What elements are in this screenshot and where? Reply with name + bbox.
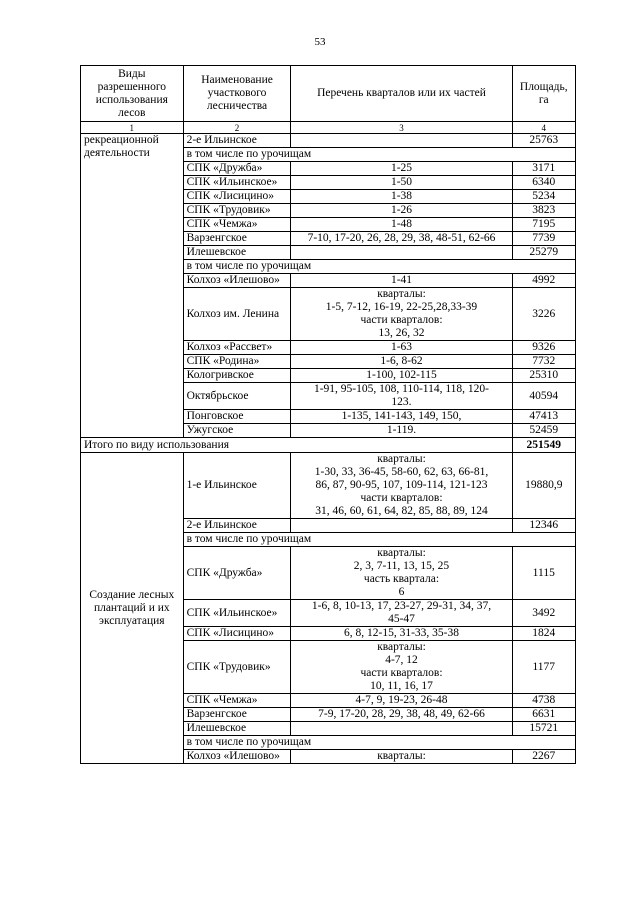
area-cell: 7195 [512, 218, 575, 232]
area-cell: 25310 [512, 369, 575, 383]
forestry-name-cell: Варзенгское [183, 232, 291, 246]
quarters-cell: 4-7, 9, 19-23, 26-48 [291, 694, 512, 708]
quarters-cell [291, 641, 512, 694]
area-cell: 25763 [512, 134, 575, 148]
forestry-name-cell: 2-е Ильинское [183, 134, 291, 148]
area-cell: 1177 [512, 641, 575, 694]
quarters-line: кварталы: [377, 288, 426, 300]
quarters-cell: 1-119. [291, 424, 512, 438]
quarters-cell [291, 246, 512, 260]
column-number: 4 [512, 122, 575, 134]
forest-use-table [80, 65, 576, 764]
table-row [81, 134, 576, 148]
forestry-name-cell: СПК «Трудовик» [183, 204, 291, 218]
area-cell: 7739 [512, 232, 575, 246]
forestry-name-cell: СПК «Ильинское» [183, 176, 291, 190]
quarters-line: 6 [398, 586, 405, 598]
forestry-name-cell: Илешевское [183, 246, 291, 260]
forestry-name-cell: Илешевское [183, 722, 291, 736]
area-cell: 6340 [512, 176, 575, 190]
quarters-line: 2, 3, 7-11, 13, 15, 25 [353, 560, 450, 572]
quarters-line: кварталы: [377, 641, 426, 653]
area-cell: 3823 [512, 204, 575, 218]
quarters-line: 1-5, 7-12, 16-19, 22-25,28,33-39 [325, 301, 478, 313]
area-cell: 3171 [512, 162, 575, 176]
quarters-line: 123. [391, 396, 412, 408]
table-row [81, 453, 576, 519]
area-cell: 2267 [512, 750, 575, 764]
forestry-name-cell: СПК «Дружба» [183, 547, 291, 600]
column-number: 3 [291, 122, 512, 134]
forestry-name-cell: СПК «Лисицино» [183, 190, 291, 204]
header-use-type: Виды разрешенного использования лесов [81, 66, 184, 122]
quarters-line: 1-6, 8, 10-13, 17, 23-27, 29-31, 34, 37, [311, 600, 492, 612]
forestry-name-cell: Колхоз им. Ленина [183, 288, 291, 341]
quarters-cell: 1-41 [291, 274, 512, 288]
forestry-name-cell: Колхоз «Илешово» [183, 274, 291, 288]
quarters-cell: 1-25 [291, 162, 512, 176]
quarters-cell [291, 383, 512, 410]
header-quarters: Перечень кварталов или их частей [291, 66, 512, 122]
forestry-name-cell: Колхоз «Илешово» [183, 750, 291, 764]
area-cell: 4992 [512, 274, 575, 288]
area-cell: 25279 [512, 246, 575, 260]
forestry-name-cell: СПК «Лисицино» [183, 627, 291, 641]
use-type-cell: Создание лесных плантаций и их эксплуатация [81, 453, 184, 764]
forestry-name-cell: СПК «Дружба» [183, 162, 291, 176]
area-cell: 19880,9 [512, 453, 575, 519]
column-numbers-row [81, 122, 576, 134]
quarters-line: 1-30, 33, 36-45, 58-60, 62, 63, 66-81, [314, 466, 489, 478]
quarters-line: части кварталов: [360, 667, 443, 679]
table-body [81, 66, 576, 764]
area-cell: 52459 [512, 424, 575, 438]
quarters-cell: 6, 8, 12-15, 31-33, 35-38 [291, 627, 512, 641]
table-header-row [81, 66, 576, 122]
quarters-cell [291, 722, 512, 736]
quarters-line: кварталы: [377, 547, 426, 559]
area-cell: 4738 [512, 694, 575, 708]
area-cell: 5234 [512, 190, 575, 204]
forestry-name-cell: Понговское [183, 410, 291, 424]
column-number: 1 [81, 122, 184, 134]
quarters-line: часть квартала: [363, 573, 440, 585]
forestry-name-cell: Ужугское [183, 424, 291, 438]
subheader-cell: в том числе по урочищам [183, 533, 575, 547]
forestry-name-cell: Октябрьское [183, 383, 291, 410]
quarters-cell [291, 600, 512, 627]
quarters-cell [291, 288, 512, 341]
quarters-line: части кварталов: [360, 492, 443, 504]
quarters-cell: 1-135, 141-143, 149, 150, [291, 410, 512, 424]
subheader-cell: в том числе по урочищам [183, 736, 575, 750]
area-cell: 9326 [512, 341, 575, 355]
area-cell: 12346 [512, 519, 575, 533]
quarters-cell [291, 453, 512, 519]
quarters-line: 1-91, 95-105, 108, 110-114, 118, 120- [313, 383, 490, 395]
quarters-cell [291, 134, 512, 148]
quarters-line: 13, 26, 32 [378, 327, 425, 339]
quarters-line: 10, 11, 16, 17 [370, 680, 433, 692]
forestry-name-cell: Кологривское [183, 369, 291, 383]
quarters-line: кварталы: [377, 453, 426, 465]
forestry-name-cell: 2-е Ильинское [183, 519, 291, 533]
forestry-name-cell: СПК «Чемжа» [183, 694, 291, 708]
quarters-cell: 7-9, 17-20, 28, 29, 38, 48, 49, 62-66 [291, 708, 512, 722]
page-number: 53 [314, 36, 326, 48]
quarters-cell: 7-10, 17-20, 26, 28, 29, 38, 48-51, 62-66 [291, 232, 512, 246]
area-cell: 40594 [512, 383, 575, 410]
quarters-line: части кварталов: [360, 314, 443, 326]
area-cell: 1115 [512, 547, 575, 600]
header-forestry-name: Наименование участкового лесничества [183, 66, 291, 122]
area-cell: 3492 [512, 600, 575, 627]
total-label: Итого по виду использования [81, 438, 513, 453]
forestry-name-cell: Варзенгское [183, 708, 291, 722]
quarters-line: 86, 87, 90-95, 107, 109-114, 121-123 [315, 479, 488, 491]
quarters-cell: 1-48 [291, 218, 512, 232]
area-cell: 6631 [512, 708, 575, 722]
header-area: Площадь, га [512, 66, 575, 122]
forestry-name-cell: 1-е Ильинское [183, 453, 291, 519]
area-cell: 7732 [512, 355, 575, 369]
subheader-cell: в том числе по урочищам [183, 148, 575, 162]
quarters-cell: 1-50 [291, 176, 512, 190]
forestry-name-cell: СПК «Чемжа» [183, 218, 291, 232]
quarters-line: 4-7, 12 [385, 654, 418, 666]
area-cell: 1824 [512, 627, 575, 641]
subheader-cell: в том числе по урочищам [183, 260, 575, 274]
quarters-cell [291, 547, 512, 600]
forestry-name-cell: Колхоз «Рассвет» [183, 341, 291, 355]
quarters-line: 45-47 [388, 613, 415, 625]
quarters-line: 31, 46, 60, 61, 64, 82, 85, 88, 89, 124 [315, 505, 488, 517]
area-cell: 47413 [512, 410, 575, 424]
total-value: 251549 [512, 438, 575, 453]
quarters-cell: кварталы: [291, 750, 512, 764]
quarters-cell: 1-6, 8-62 [291, 355, 512, 369]
forestry-name-cell: СПК «Ильинское» [183, 600, 291, 627]
quarters-cell: 1-100, 102-115 [291, 369, 512, 383]
area-cell: 15721 [512, 722, 575, 736]
quarters-cell: 1-63 [291, 341, 512, 355]
quarters-cell: 1-38 [291, 190, 512, 204]
area-cell: 3226 [512, 288, 575, 341]
total-row [81, 438, 576, 453]
forestry-name-cell: СПК «Трудовик» [183, 641, 291, 694]
quarters-cell [291, 519, 512, 533]
quarters-cell: 1-26 [291, 204, 512, 218]
column-number: 2 [183, 122, 291, 134]
forestry-name-cell: СПК «Родина» [183, 355, 291, 369]
use-type-cell: рекреационной деятельности [81, 134, 184, 438]
